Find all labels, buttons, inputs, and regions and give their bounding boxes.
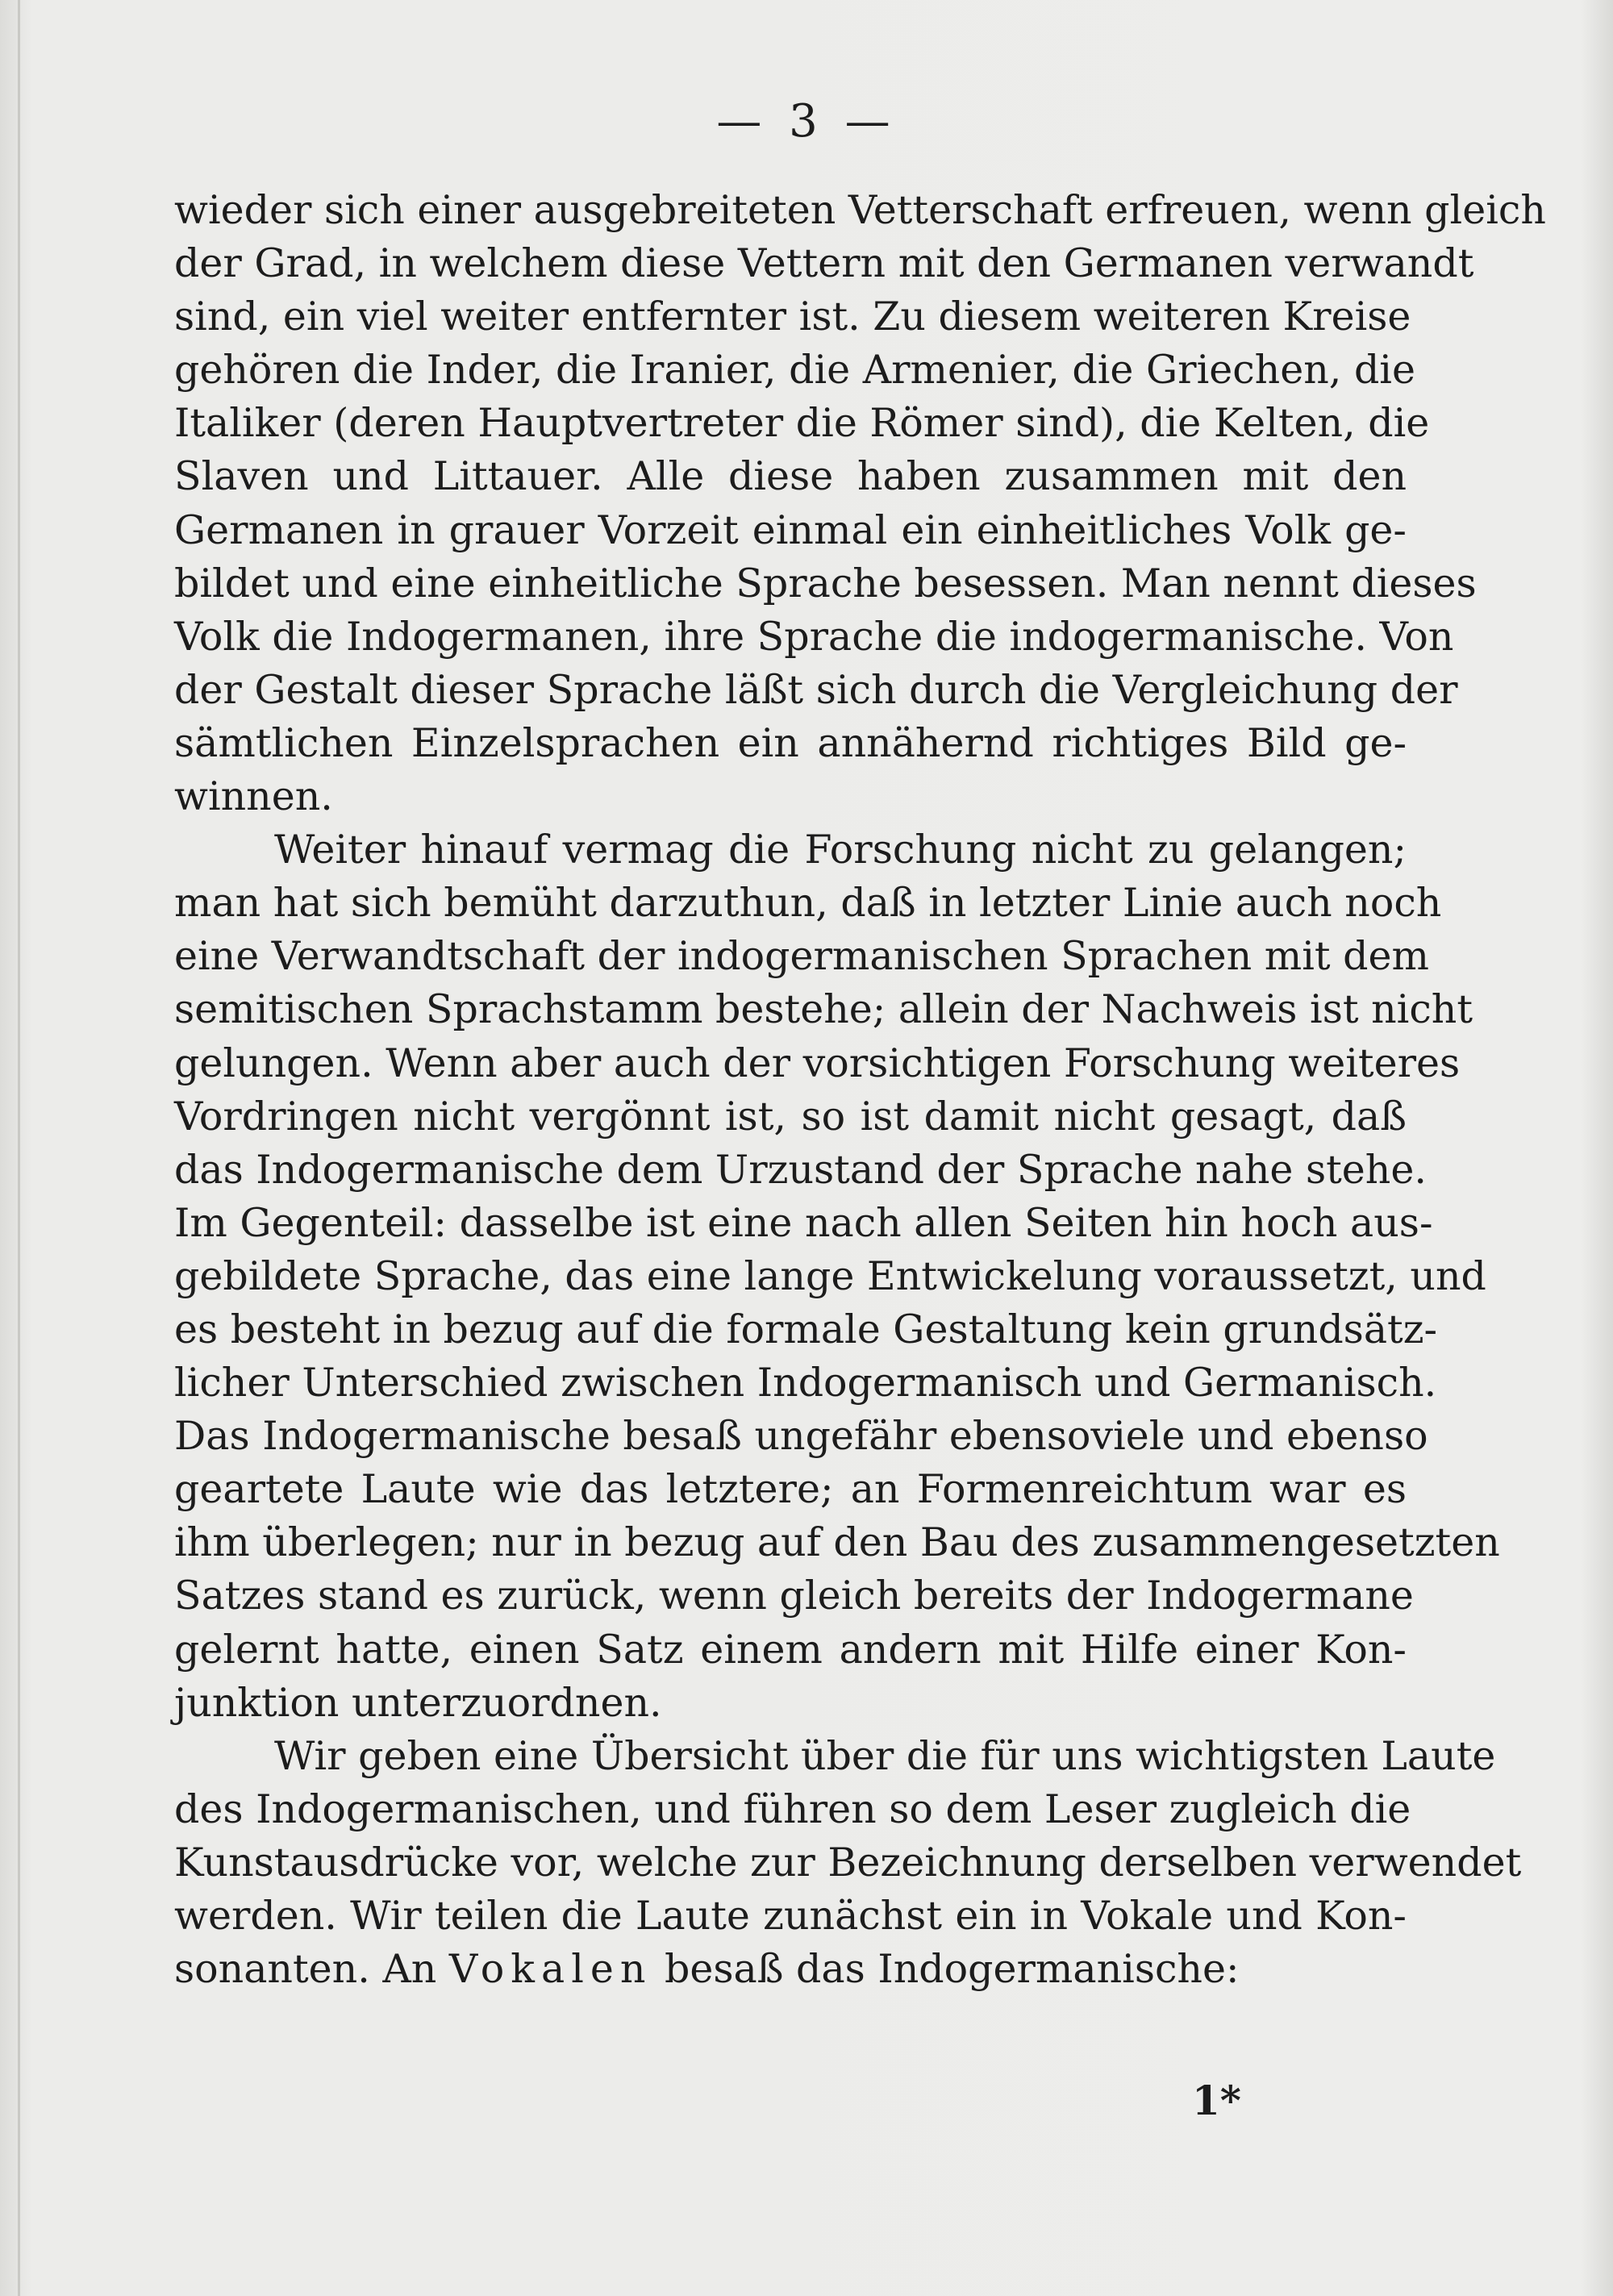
- text-line: ihm überlegen; nur in bezug auf den Bau des zusammengesetzten: [174, 1519, 1500, 1566]
- text-line: Kunstausdrücke vor, welche zur Bezeichnung derselben verwendet: [174, 1839, 1522, 1886]
- text-line-final: [174, 1943, 1407, 1996]
- text-line: winnen.: [174, 773, 333, 820]
- text-line: des Indogermanischen, und führen so dem Leser zugleich die: [174, 1786, 1411, 1832]
- text-line: sind, ein viel weiter entfernter ist. Zu diesem weiteren Kreise: [174, 294, 1411, 340]
- text-line: Vordringen nicht vergönnt ist, so ist damit nicht gesagt, daß: [174, 1093, 1407, 1140]
- text-line: man hat sich bemüht darzuthun, daß in letzter Linie auch noch: [174, 880, 1442, 927]
- text-line: Volk die Indogermanen, ihre Sprache die indogermanische. Von: [174, 613, 1454, 660]
- text-line: geartete Laute wie das letztere; an Formenreichtum war es: [174, 1466, 1407, 1513]
- signature-mark: 1*: [1192, 2077, 1241, 2124]
- text-line: Das Indogermanische besaß ungefähr ebensoviele und ebenso: [174, 1413, 1428, 1460]
- text-line: Im Gegenteil: dasselbe ist eine nach allen Seiten hin hoch aus-: [174, 1199, 1433, 1246]
- text-line: gelernt hatte, einen Satz einem andern mit Hilfe einer Kon-: [174, 1626, 1407, 1673]
- text-line: Satzes stand es zurück, wenn gleich bereits der Indogermane: [174, 1573, 1414, 1619]
- page-number-header: — 3 —: [716, 95, 897, 148]
- text-line: licher Unterschied zwischen Indogermanisch und Germanisch.: [174, 1360, 1437, 1406]
- text-line: semitischen Sprachstamm bestehe; allein der Nachweis ist nicht: [174, 986, 1473, 1033]
- text-line: bildet und eine einheitliche Sprache besessen. Man nennt dieses: [174, 560, 1477, 606]
- text-line: wieder sich einer ausgebreiteten Vetterschaft erfreuen, wenn gleich: [174, 187, 1546, 233]
- text-line: junktion unterzuordnen.: [174, 1679, 662, 1726]
- text-line: Weiter hinauf vermag die Forschung nicht zu gelangen;: [274, 827, 1407, 873]
- text-line: Wir geben eine Übersicht über die für uns wichtigsten Laute: [274, 1732, 1496, 1779]
- text-line: es besteht in bezug auf die formale Gestaltung kein grundsätz-: [174, 1306, 1438, 1352]
- emphasized-term: Vokalen: [448, 1946, 652, 1993]
- final-line-suffix: besaß das Indogermanische:: [652, 1946, 1240, 1993]
- final-line-prefix: sonanten. An: [174, 1946, 449, 1993]
- text-line: der Grad, in welchem diese Vettern mit den Germanen verwandt: [174, 240, 1474, 287]
- text-line: eine Verwandtschaft der indogermanischen Sprachen mit dem: [174, 933, 1430, 980]
- text-line: gelungen. Wenn aber auch der vorsichtigen Forschung weiteres: [174, 1040, 1461, 1086]
- text-line: gebildete Sprache, das eine lange Entwickelung voraussetzt, und: [174, 1252, 1486, 1299]
- text-line: Slaven und Littauer. Alle diese haben zusammen mit den: [174, 453, 1407, 500]
- text-line: das Indogermanische dem Urzustand der Sprache nahe stehe.: [174, 1146, 1427, 1193]
- text-line: sämtlichen Einzelsprachen ein annähernd richtiges Bild ge-: [174, 719, 1407, 766]
- text-line: werden. Wir teilen die Laute zunächst ein in Vokale und Kon-: [174, 1893, 1407, 1939]
- page-gutter-edge: [18, 0, 20, 2296]
- text-line: Germanen in grauer Vorzeit einmal ein einheitliches Volk ge-: [174, 506, 1407, 553]
- text-line: Italiker (deren Hauptvertreter die Römer sind), die Kelten, die: [174, 400, 1430, 447]
- text-line: der Gestalt dieser Sprache läßt sich durch die Vergleichung der: [174, 666, 1458, 713]
- text-line: gehören die Inder, die Iranier, die Armenier, die Griechen, die: [174, 347, 1415, 394]
- body-text: [174, 184, 1546, 1996]
